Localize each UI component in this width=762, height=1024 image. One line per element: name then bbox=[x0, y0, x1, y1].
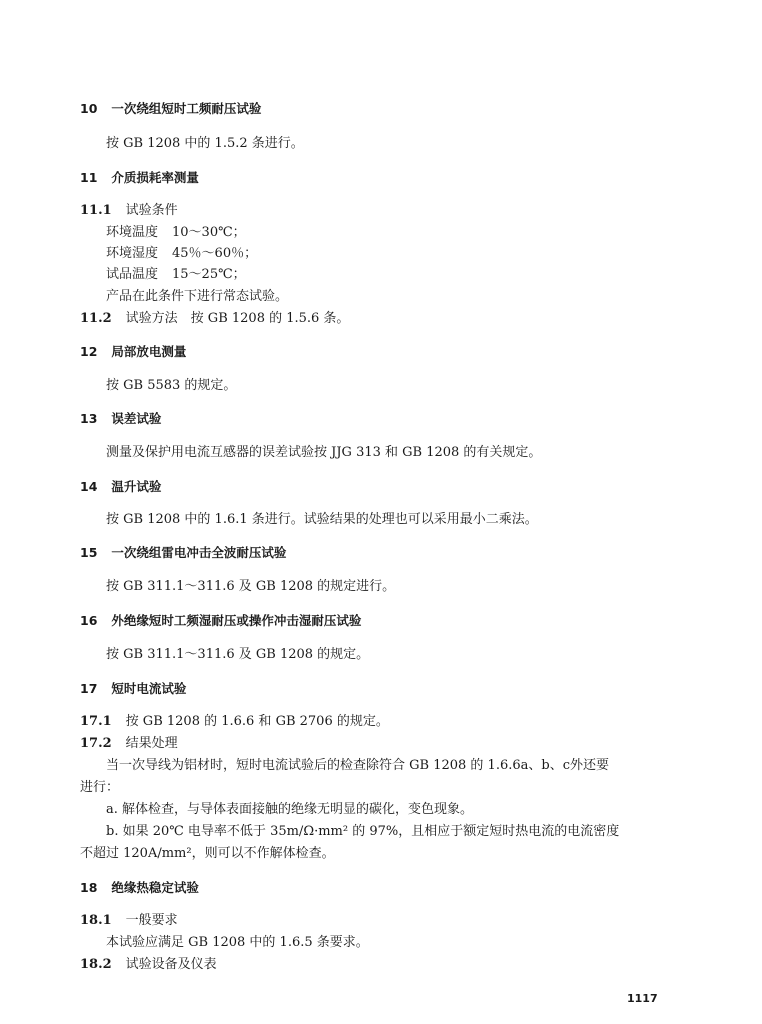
item-b-cont: 不超过 120A/mm²，则可以不作解体检查。 bbox=[80, 846, 335, 861]
section-number: 18.1 bbox=[80, 913, 112, 928]
section-10-body: 按 GB 1208 中的 1.5.2 条进行。 bbox=[106, 136, 304, 151]
section-17-1 bbox=[80, 714, 389, 730]
section-18-heading bbox=[80, 880, 199, 896]
section-number: 11 bbox=[80, 170, 98, 185]
section-number: 14 bbox=[80, 479, 98, 494]
section-16-body: 按 GB 311.1～311.6 及 GB 1208 的规定。 bbox=[106, 647, 370, 662]
section-title: 试验设备及仪表 bbox=[125, 957, 217, 972]
section-17-2-paragraph: 当一次导线为铝材时，短时电流试验后的检查除符合 GB 1208 的 1.6.6a、b、c外还要 bbox=[106, 758, 609, 773]
section-number: 17.1 bbox=[80, 714, 112, 729]
section-number: 15 bbox=[80, 545, 98, 560]
section-18-2-heading bbox=[80, 957, 217, 973]
section-number: 11.1 bbox=[80, 203, 112, 218]
page-number: 1117 bbox=[627, 992, 658, 1005]
section-12-body: 按 GB 5583 的规定。 bbox=[106, 378, 237, 393]
condition-value: 15～25℃； bbox=[172, 267, 246, 282]
section-title: 局部放电测量 bbox=[111, 344, 187, 359]
section-title: 误差试验 bbox=[111, 411, 162, 426]
section-17-2-heading bbox=[80, 736, 178, 752]
condition-value: 45％～60％； bbox=[172, 246, 258, 261]
section-11-1-heading bbox=[80, 203, 178, 219]
section-title: 一般要求 bbox=[125, 913, 178, 928]
section-18-1-body: 本试验应满足 GB 1208 中的 1.6.5 条要求。 bbox=[106, 935, 369, 950]
section-17-2-paragraph-cont: 进行： bbox=[80, 780, 120, 795]
condition-row bbox=[106, 267, 246, 283]
condition-label: 环境温度 bbox=[106, 225, 159, 240]
section-title: 一次绕组短时工频耐压试验 bbox=[111, 101, 262, 116]
condition-row bbox=[106, 246, 257, 262]
section-body: 试验方法 按 GB 1208 的 1.5.6 条。 bbox=[125, 311, 350, 326]
condition-note: 产品在此条件下进行常态试验。 bbox=[106, 289, 289, 304]
section-number: 11.2 bbox=[80, 311, 112, 326]
section-15-heading bbox=[80, 545, 286, 561]
section-18-1-heading bbox=[80, 913, 178, 929]
section-title: 绝缘热稳定试验 bbox=[111, 880, 199, 895]
section-12-heading bbox=[80, 344, 186, 360]
section-title: 短时电流试验 bbox=[111, 681, 187, 696]
section-number: 10 bbox=[80, 101, 98, 116]
section-number: 12 bbox=[80, 344, 98, 359]
condition-label: 试品温度 bbox=[106, 267, 159, 282]
section-number: 18 bbox=[80, 880, 98, 895]
section-body: 按 GB 1208 的 1.6.6 和 GB 2706 的规定。 bbox=[125, 714, 389, 729]
section-11-heading bbox=[80, 170, 199, 186]
section-number: 17 bbox=[80, 681, 98, 696]
section-11-2 bbox=[80, 311, 349, 327]
section-14-body: 按 GB 1208 中的 1.6.1 条进行。试验结果的处理也可以采用最小二乘法。 bbox=[106, 512, 538, 527]
section-13-body: 测量及保护用电流互感器的误差试验按 JJG 313 和 GB 1208 的有关规定。 bbox=[106, 445, 542, 460]
section-number: 17.2 bbox=[80, 736, 112, 751]
section-title: 结果处理 bbox=[125, 736, 178, 751]
section-15-body: 按 GB 311.1～311.6 及 GB 1208 的规定进行。 bbox=[106, 579, 396, 594]
section-title: 外绝缘短时工频湿耐压或操作冲击湿耐压试验 bbox=[111, 613, 362, 628]
section-number: 16 bbox=[80, 613, 98, 628]
section-10-heading bbox=[80, 101, 261, 117]
section-number: 13 bbox=[80, 411, 98, 426]
section-17-heading bbox=[80, 681, 186, 697]
item-b: b. 如果 20℃ 电导率不低于 35m/Ω·mm² 的 97%，且相应于额定短时热电流的电流密度 bbox=[106, 824, 620, 839]
condition-label: 环境湿度 bbox=[106, 246, 159, 261]
section-14-heading bbox=[80, 479, 161, 495]
condition-value: 10～30℃； bbox=[172, 225, 246, 240]
section-title: 一次绕组雷电冲击全波耐压试验 bbox=[111, 545, 287, 560]
section-title: 介质损耗率测量 bbox=[111, 170, 199, 185]
section-number: 18.2 bbox=[80, 957, 112, 972]
condition-row bbox=[106, 225, 246, 241]
section-title: 试验条件 bbox=[125, 203, 178, 218]
section-13-heading bbox=[80, 411, 161, 427]
section-title: 温升试验 bbox=[111, 479, 162, 494]
item-a: a. 解体检查，与导体表面接触的绝缘无明显的碳化，变色现象。 bbox=[106, 802, 474, 817]
section-16-heading bbox=[80, 613, 361, 629]
